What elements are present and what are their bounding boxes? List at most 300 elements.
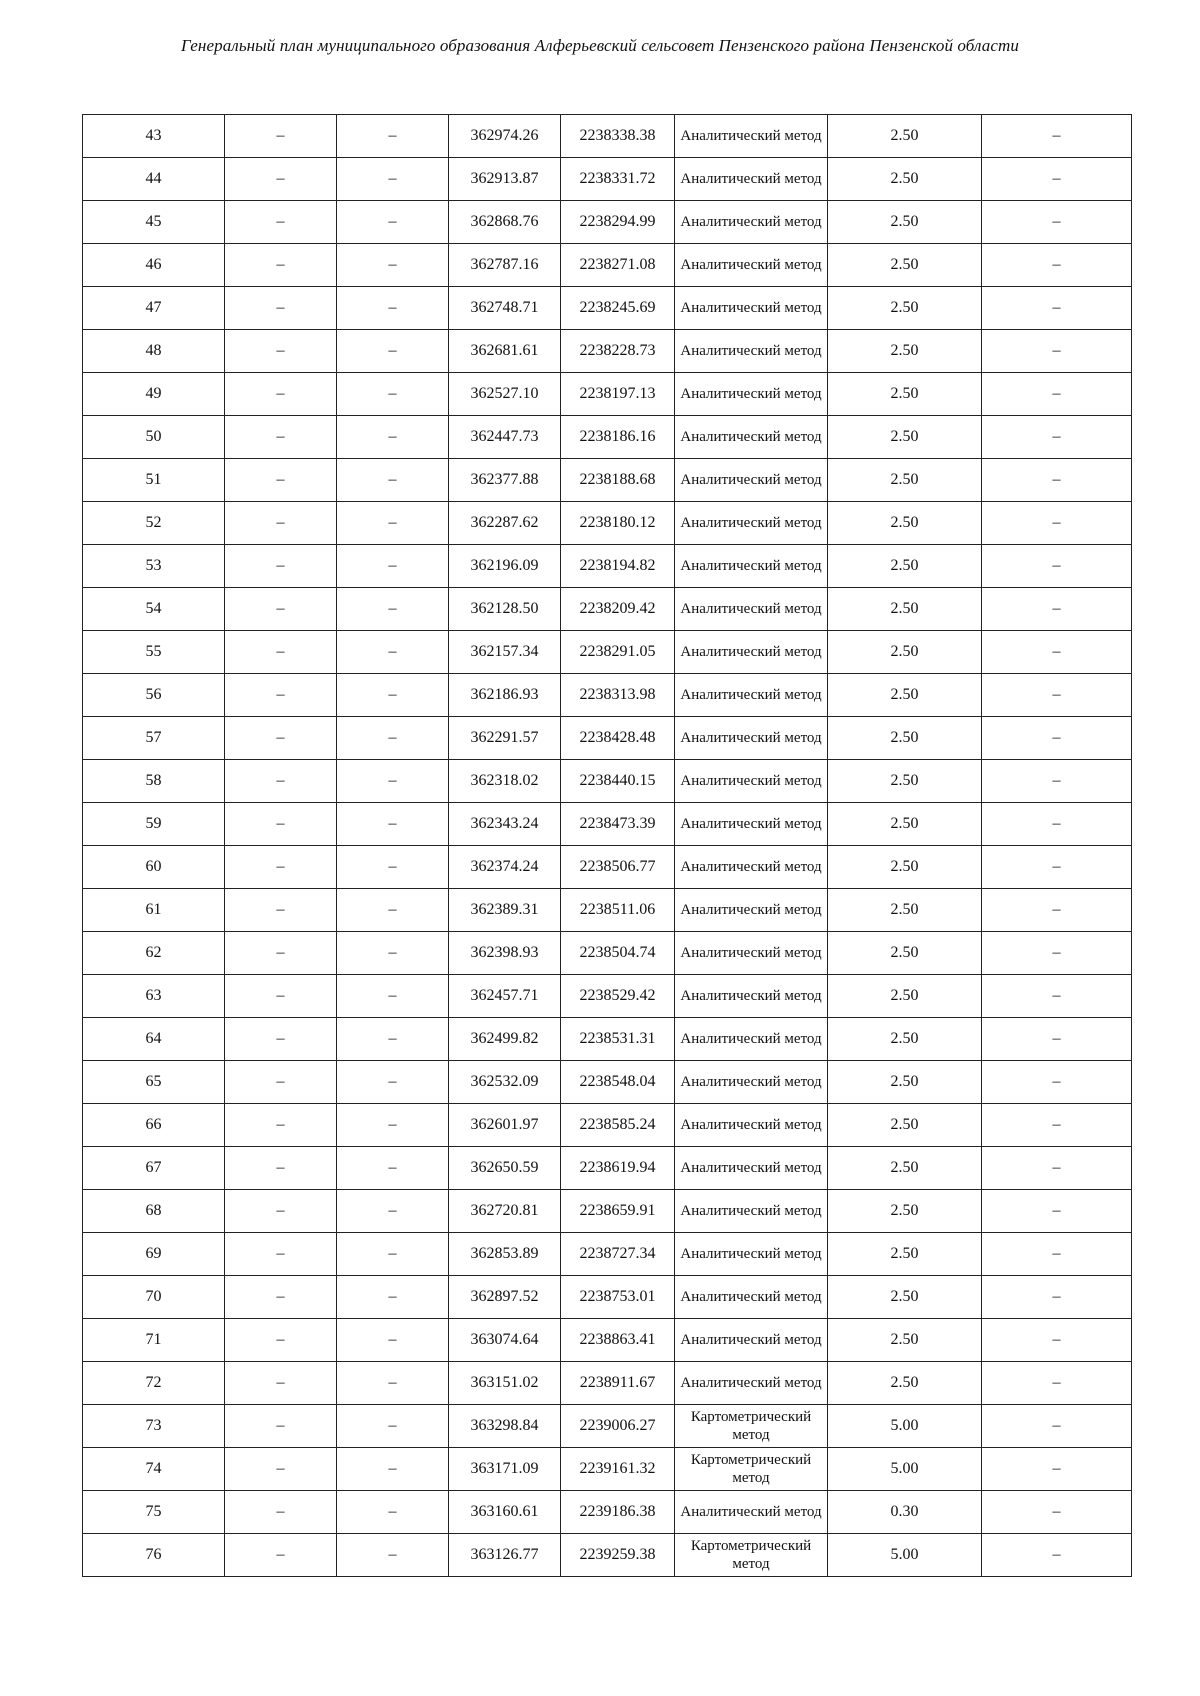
coordinate-x-cell: 362868.76 bbox=[449, 201, 561, 244]
coordinate-x-cell: 363298.84 bbox=[449, 1405, 561, 1448]
coordinate-y-cell: 2238753.01 bbox=[561, 1276, 675, 1319]
empty-value-cell: – bbox=[337, 545, 449, 588]
empty-value-cell: – bbox=[982, 1534, 1132, 1577]
empty-value-cell: – bbox=[982, 631, 1132, 674]
empty-value-cell: – bbox=[982, 459, 1132, 502]
accuracy-cell: 0.30 bbox=[828, 1491, 982, 1534]
method-cell: Аналитический метод bbox=[675, 115, 828, 158]
point-number-cell: 69 bbox=[83, 1233, 225, 1276]
table-row bbox=[83, 502, 1132, 545]
empty-value-cell: – bbox=[337, 373, 449, 416]
coordinate-x-cell: 362650.59 bbox=[449, 1147, 561, 1190]
empty-value-cell: – bbox=[982, 1104, 1132, 1147]
coordinate-x-cell: 362157.34 bbox=[449, 631, 561, 674]
coordinate-y-cell: 2238245.69 bbox=[561, 287, 675, 330]
empty-value-cell: – bbox=[337, 158, 449, 201]
empty-value-cell: – bbox=[337, 889, 449, 932]
coordinate-x-cell: 363151.02 bbox=[449, 1362, 561, 1405]
empty-value-cell: – bbox=[337, 674, 449, 717]
accuracy-cell: 2.50 bbox=[828, 373, 982, 416]
empty-value-cell: – bbox=[225, 1276, 337, 1319]
point-number-cell: 56 bbox=[83, 674, 225, 717]
table-row bbox=[83, 416, 1132, 459]
table-row bbox=[83, 846, 1132, 889]
coordinate-x-cell: 362897.52 bbox=[449, 1276, 561, 1319]
table-row bbox=[83, 889, 1132, 932]
coordinate-y-cell: 2238504.74 bbox=[561, 932, 675, 975]
table-row bbox=[83, 1190, 1132, 1233]
empty-value-cell: – bbox=[225, 1362, 337, 1405]
empty-value-cell: – bbox=[982, 416, 1132, 459]
empty-value-cell: – bbox=[225, 244, 337, 287]
accuracy-cell: 2.50 bbox=[828, 1061, 982, 1104]
coordinate-y-cell: 2239161.32 bbox=[561, 1448, 675, 1491]
accuracy-cell: 2.50 bbox=[828, 244, 982, 287]
coordinate-x-cell: 362389.31 bbox=[449, 889, 561, 932]
table-row bbox=[83, 1276, 1132, 1319]
empty-value-cell: – bbox=[225, 1319, 337, 1362]
method-cell: Аналитический метод bbox=[675, 459, 828, 502]
coordinate-y-cell: 2238186.16 bbox=[561, 416, 675, 459]
method-cell: Аналитический метод bbox=[675, 1190, 828, 1233]
empty-value-cell: – bbox=[982, 846, 1132, 889]
accuracy-cell: 2.50 bbox=[828, 674, 982, 717]
empty-value-cell: – bbox=[982, 287, 1132, 330]
accuracy-cell: 2.50 bbox=[828, 932, 982, 975]
empty-value-cell: – bbox=[225, 717, 337, 760]
point-number-cell: 46 bbox=[83, 244, 225, 287]
point-number-cell: 59 bbox=[83, 803, 225, 846]
coordinate-x-cell: 362398.93 bbox=[449, 932, 561, 975]
empty-value-cell: – bbox=[225, 1104, 337, 1147]
coordinate-y-cell: 2238548.04 bbox=[561, 1061, 675, 1104]
accuracy-cell: 2.50 bbox=[828, 1190, 982, 1233]
point-number-cell: 72 bbox=[83, 1362, 225, 1405]
empty-value-cell: – bbox=[337, 803, 449, 846]
accuracy-cell: 2.50 bbox=[828, 1233, 982, 1276]
accuracy-cell: 2.50 bbox=[828, 330, 982, 373]
empty-value-cell: – bbox=[982, 717, 1132, 760]
empty-value-cell: – bbox=[982, 889, 1132, 932]
coordinate-x-cell: 362447.73 bbox=[449, 416, 561, 459]
method-cell: Аналитический метод bbox=[675, 244, 828, 287]
empty-value-cell: – bbox=[982, 244, 1132, 287]
coordinate-y-cell: 2238338.38 bbox=[561, 115, 675, 158]
table-row bbox=[83, 115, 1132, 158]
method-cell: Аналитический метод bbox=[675, 846, 828, 889]
coordinate-x-cell: 363074.64 bbox=[449, 1319, 561, 1362]
point-number-cell: 70 bbox=[83, 1276, 225, 1319]
empty-value-cell: – bbox=[225, 975, 337, 1018]
empty-value-cell: – bbox=[982, 1319, 1132, 1362]
empty-value-cell: – bbox=[982, 803, 1132, 846]
empty-value-cell: – bbox=[225, 631, 337, 674]
empty-value-cell: – bbox=[982, 373, 1132, 416]
coordinate-x-cell: 362748.71 bbox=[449, 287, 561, 330]
coordinate-y-cell: 2238506.77 bbox=[561, 846, 675, 889]
empty-value-cell: – bbox=[225, 588, 337, 631]
table-row bbox=[83, 1061, 1132, 1104]
coordinate-y-cell: 2238180.12 bbox=[561, 502, 675, 545]
point-number-cell: 76 bbox=[83, 1534, 225, 1577]
accuracy-cell: 2.50 bbox=[828, 1362, 982, 1405]
empty-value-cell: – bbox=[225, 1061, 337, 1104]
empty-value-cell: – bbox=[337, 846, 449, 889]
method-cell: Аналитический метод bbox=[675, 588, 828, 631]
table-row bbox=[83, 588, 1132, 631]
accuracy-cell: 2.50 bbox=[828, 115, 982, 158]
coordinate-y-cell: 2238473.39 bbox=[561, 803, 675, 846]
method-cell: Аналитический метод bbox=[675, 201, 828, 244]
empty-value-cell: – bbox=[337, 1190, 449, 1233]
point-number-cell: 47 bbox=[83, 287, 225, 330]
empty-value-cell: – bbox=[225, 459, 337, 502]
point-number-cell: 52 bbox=[83, 502, 225, 545]
accuracy-cell: 2.50 bbox=[828, 1319, 982, 1362]
point-number-cell: 55 bbox=[83, 631, 225, 674]
table-row bbox=[83, 1233, 1132, 1276]
point-number-cell: 49 bbox=[83, 373, 225, 416]
point-number-cell: 61 bbox=[83, 889, 225, 932]
empty-value-cell: – bbox=[982, 1276, 1132, 1319]
empty-value-cell: – bbox=[225, 158, 337, 201]
empty-value-cell: – bbox=[337, 1534, 449, 1577]
empty-value-cell: – bbox=[337, 588, 449, 631]
empty-value-cell: – bbox=[982, 545, 1132, 588]
empty-value-cell: – bbox=[982, 1018, 1132, 1061]
point-number-cell: 75 bbox=[83, 1491, 225, 1534]
coordinate-x-cell: 362377.88 bbox=[449, 459, 561, 502]
coordinate-x-cell: 362913.87 bbox=[449, 158, 561, 201]
empty-value-cell: – bbox=[982, 330, 1132, 373]
coordinate-x-cell: 362787.16 bbox=[449, 244, 561, 287]
table-row bbox=[83, 1405, 1132, 1448]
coordinate-x-cell: 362128.50 bbox=[449, 588, 561, 631]
table-row bbox=[83, 330, 1132, 373]
empty-value-cell: – bbox=[337, 1362, 449, 1405]
table-row bbox=[83, 545, 1132, 588]
method-cell: Картометрический метод bbox=[675, 1534, 828, 1577]
coordinate-y-cell: 2239006.27 bbox=[561, 1405, 675, 1448]
coordinate-x-cell: 362720.81 bbox=[449, 1190, 561, 1233]
empty-value-cell: – bbox=[337, 287, 449, 330]
coordinate-y-cell: 2238440.15 bbox=[561, 760, 675, 803]
coordinate-x-cell: 362374.24 bbox=[449, 846, 561, 889]
coordinate-y-cell: 2238863.41 bbox=[561, 1319, 675, 1362]
empty-value-cell: – bbox=[337, 760, 449, 803]
accuracy-cell: 2.50 bbox=[828, 459, 982, 502]
accuracy-cell: 2.50 bbox=[828, 158, 982, 201]
accuracy-cell: 2.50 bbox=[828, 889, 982, 932]
empty-value-cell: – bbox=[982, 1147, 1132, 1190]
empty-value-cell: – bbox=[225, 846, 337, 889]
coordinate-x-cell: 362853.89 bbox=[449, 1233, 561, 1276]
coordinate-x-cell: 362457.71 bbox=[449, 975, 561, 1018]
table-row bbox=[83, 459, 1132, 502]
accuracy-cell: 2.50 bbox=[828, 588, 982, 631]
method-cell: Аналитический метод bbox=[675, 1233, 828, 1276]
coordinate-y-cell: 2239259.38 bbox=[561, 1534, 675, 1577]
empty-value-cell: – bbox=[225, 373, 337, 416]
table-row bbox=[83, 674, 1132, 717]
empty-value-cell: – bbox=[982, 1190, 1132, 1233]
accuracy-cell: 5.00 bbox=[828, 1534, 982, 1577]
empty-value-cell: – bbox=[982, 1061, 1132, 1104]
empty-value-cell: – bbox=[225, 1534, 337, 1577]
empty-value-cell: – bbox=[337, 330, 449, 373]
accuracy-cell: 2.50 bbox=[828, 1276, 982, 1319]
empty-value-cell: – bbox=[225, 1190, 337, 1233]
coordinate-x-cell: 363126.77 bbox=[449, 1534, 561, 1577]
point-number-cell: 57 bbox=[83, 717, 225, 760]
point-number-cell: 71 bbox=[83, 1319, 225, 1362]
point-number-cell: 60 bbox=[83, 846, 225, 889]
point-number-cell: 68 bbox=[83, 1190, 225, 1233]
accuracy-cell: 2.50 bbox=[828, 1147, 982, 1190]
point-number-cell: 63 bbox=[83, 975, 225, 1018]
coordinate-y-cell: 2238911.67 bbox=[561, 1362, 675, 1405]
empty-value-cell: – bbox=[225, 889, 337, 932]
point-number-cell: 43 bbox=[83, 115, 225, 158]
empty-value-cell: – bbox=[982, 502, 1132, 545]
method-cell: Аналитический метод bbox=[675, 1104, 828, 1147]
accuracy-cell: 2.50 bbox=[828, 1018, 982, 1061]
point-number-cell: 67 bbox=[83, 1147, 225, 1190]
empty-value-cell: – bbox=[337, 201, 449, 244]
point-number-cell: 74 bbox=[83, 1448, 225, 1491]
empty-value-cell: – bbox=[982, 201, 1132, 244]
table-row bbox=[83, 760, 1132, 803]
coordinate-x-cell: 363171.09 bbox=[449, 1448, 561, 1491]
coordinate-x-cell: 362196.09 bbox=[449, 545, 561, 588]
method-cell: Аналитический метод bbox=[675, 932, 828, 975]
coordinate-x-cell: 362601.97 bbox=[449, 1104, 561, 1147]
empty-value-cell: – bbox=[225, 1233, 337, 1276]
empty-value-cell: – bbox=[337, 416, 449, 459]
empty-value-cell: – bbox=[337, 975, 449, 1018]
empty-value-cell: – bbox=[225, 201, 337, 244]
empty-value-cell: – bbox=[337, 1319, 449, 1362]
method-cell: Аналитический метод bbox=[675, 330, 828, 373]
accuracy-cell: 2.50 bbox=[828, 287, 982, 330]
empty-value-cell: – bbox=[337, 1491, 449, 1534]
method-cell: Картометрический метод bbox=[675, 1405, 828, 1448]
coordinate-y-cell: 2238529.42 bbox=[561, 975, 675, 1018]
point-number-cell: 73 bbox=[83, 1405, 225, 1448]
table-row bbox=[83, 1147, 1132, 1190]
method-cell: Аналитический метод bbox=[675, 889, 828, 932]
accuracy-cell: 2.50 bbox=[828, 846, 982, 889]
table-row bbox=[83, 158, 1132, 201]
coordinate-y-cell: 2238291.05 bbox=[561, 631, 675, 674]
accuracy-cell: 2.50 bbox=[828, 717, 982, 760]
table-row bbox=[83, 373, 1132, 416]
empty-value-cell: – bbox=[982, 1448, 1132, 1491]
accuracy-cell: 5.00 bbox=[828, 1448, 982, 1491]
accuracy-cell: 2.50 bbox=[828, 975, 982, 1018]
empty-value-cell: – bbox=[337, 1448, 449, 1491]
method-cell: Аналитический метод bbox=[675, 416, 828, 459]
accuracy-cell: 2.50 bbox=[828, 545, 982, 588]
table-row bbox=[83, 244, 1132, 287]
coordinate-y-cell: 2238209.42 bbox=[561, 588, 675, 631]
table-row bbox=[83, 287, 1132, 330]
empty-value-cell: – bbox=[337, 1405, 449, 1448]
empty-value-cell: – bbox=[982, 588, 1132, 631]
coordinates-table-body bbox=[83, 115, 1132, 1577]
method-cell: Аналитический метод bbox=[675, 1018, 828, 1061]
empty-value-cell: – bbox=[225, 1147, 337, 1190]
table-row bbox=[83, 803, 1132, 846]
empty-value-cell: – bbox=[337, 115, 449, 158]
accuracy-cell: 2.50 bbox=[828, 803, 982, 846]
table-row bbox=[83, 1104, 1132, 1147]
accuracy-cell: 2.50 bbox=[828, 631, 982, 674]
method-cell: Аналитический метод bbox=[675, 1276, 828, 1319]
coordinate-x-cell: 362974.26 bbox=[449, 115, 561, 158]
accuracy-cell: 5.00 bbox=[828, 1405, 982, 1448]
empty-value-cell: – bbox=[982, 932, 1132, 975]
empty-value-cell: – bbox=[225, 803, 337, 846]
empty-value-cell: – bbox=[982, 158, 1132, 201]
coordinate-y-cell: 2238531.31 bbox=[561, 1018, 675, 1061]
empty-value-cell: – bbox=[225, 416, 337, 459]
point-number-cell: 48 bbox=[83, 330, 225, 373]
coordinate-x-cell: 362287.62 bbox=[449, 502, 561, 545]
empty-value-cell: – bbox=[225, 1491, 337, 1534]
method-cell: Аналитический метод bbox=[675, 1319, 828, 1362]
coordinate-y-cell: 2238428.48 bbox=[561, 717, 675, 760]
table-row bbox=[83, 1319, 1132, 1362]
coordinate-x-cell: 362499.82 bbox=[449, 1018, 561, 1061]
empty-value-cell: – bbox=[982, 1405, 1132, 1448]
method-cell: Аналитический метод bbox=[675, 502, 828, 545]
coordinate-x-cell: 362318.02 bbox=[449, 760, 561, 803]
method-cell: Аналитический метод bbox=[675, 1362, 828, 1405]
table-row bbox=[83, 975, 1132, 1018]
empty-value-cell: – bbox=[337, 1061, 449, 1104]
coordinate-y-cell: 2239186.38 bbox=[561, 1491, 675, 1534]
table-row bbox=[83, 631, 1132, 674]
point-number-cell: 65 bbox=[83, 1061, 225, 1104]
empty-value-cell: – bbox=[225, 115, 337, 158]
coordinate-y-cell: 2238188.68 bbox=[561, 459, 675, 502]
method-cell: Аналитический метод bbox=[675, 545, 828, 588]
empty-value-cell: – bbox=[982, 1491, 1132, 1534]
point-number-cell: 45 bbox=[83, 201, 225, 244]
empty-value-cell: – bbox=[225, 330, 337, 373]
table-row bbox=[83, 1018, 1132, 1061]
coordinate-y-cell: 2238313.98 bbox=[561, 674, 675, 717]
empty-value-cell: – bbox=[337, 244, 449, 287]
empty-value-cell: – bbox=[982, 674, 1132, 717]
empty-value-cell: – bbox=[337, 502, 449, 545]
accuracy-cell: 2.50 bbox=[828, 1104, 982, 1147]
method-cell: Аналитический метод bbox=[675, 631, 828, 674]
coordinate-x-cell: 362532.09 bbox=[449, 1061, 561, 1104]
accuracy-cell: 2.50 bbox=[828, 416, 982, 459]
coordinate-x-cell: 362681.61 bbox=[449, 330, 561, 373]
coordinate-y-cell: 2238619.94 bbox=[561, 1147, 675, 1190]
coordinate-y-cell: 2238271.08 bbox=[561, 244, 675, 287]
empty-value-cell: – bbox=[337, 1233, 449, 1276]
coordinates-table bbox=[82, 114, 1132, 1577]
table-row bbox=[83, 717, 1132, 760]
method-cell: Аналитический метод bbox=[675, 287, 828, 330]
coordinate-y-cell: 2238294.99 bbox=[561, 201, 675, 244]
empty-value-cell: – bbox=[337, 717, 449, 760]
empty-value-cell: – bbox=[337, 459, 449, 502]
coordinate-x-cell: 362343.24 bbox=[449, 803, 561, 846]
method-cell: Аналитический метод bbox=[675, 717, 828, 760]
table-row bbox=[83, 201, 1132, 244]
empty-value-cell: – bbox=[225, 760, 337, 803]
empty-value-cell: – bbox=[337, 1276, 449, 1319]
coordinate-y-cell: 2238659.91 bbox=[561, 1190, 675, 1233]
coordinate-y-cell: 2238194.82 bbox=[561, 545, 675, 588]
empty-value-cell: – bbox=[337, 1018, 449, 1061]
coordinate-y-cell: 2238197.13 bbox=[561, 373, 675, 416]
empty-value-cell: – bbox=[982, 975, 1132, 1018]
coordinate-y-cell: 2238228.73 bbox=[561, 330, 675, 373]
point-number-cell: 66 bbox=[83, 1104, 225, 1147]
coordinate-x-cell: 362291.57 bbox=[449, 717, 561, 760]
empty-value-cell: – bbox=[982, 1362, 1132, 1405]
empty-value-cell: – bbox=[225, 545, 337, 588]
point-number-cell: 44 bbox=[83, 158, 225, 201]
coordinate-x-cell: 363160.61 bbox=[449, 1491, 561, 1534]
point-number-cell: 54 bbox=[83, 588, 225, 631]
empty-value-cell: – bbox=[225, 1405, 337, 1448]
accuracy-cell: 2.50 bbox=[828, 201, 982, 244]
empty-value-cell: – bbox=[225, 1018, 337, 1061]
empty-value-cell: – bbox=[982, 760, 1132, 803]
table-row bbox=[83, 932, 1132, 975]
empty-value-cell: – bbox=[982, 1233, 1132, 1276]
empty-value-cell: – bbox=[337, 631, 449, 674]
empty-value-cell: – bbox=[225, 287, 337, 330]
page-header-title: Генеральный план муниципального образования Алферьевский сельсовет Пензенского района Пензенской области bbox=[181, 36, 1019, 55]
empty-value-cell: – bbox=[225, 932, 337, 975]
coordinate-x-cell: 362527.10 bbox=[449, 373, 561, 416]
coordinate-x-cell: 362186.93 bbox=[449, 674, 561, 717]
empty-value-cell: – bbox=[982, 115, 1132, 158]
point-number-cell: 50 bbox=[83, 416, 225, 459]
table-row bbox=[83, 1362, 1132, 1405]
accuracy-cell: 2.50 bbox=[828, 502, 982, 545]
empty-value-cell: – bbox=[337, 1147, 449, 1190]
method-cell: Аналитический метод bbox=[675, 158, 828, 201]
method-cell: Аналитический метод bbox=[675, 803, 828, 846]
method-cell: Аналитический метод bbox=[675, 760, 828, 803]
empty-value-cell: – bbox=[337, 1104, 449, 1147]
method-cell: Аналитический метод bbox=[675, 1491, 828, 1534]
empty-value-cell: – bbox=[337, 932, 449, 975]
point-number-cell: 64 bbox=[83, 1018, 225, 1061]
coordinate-y-cell: 2238511.06 bbox=[561, 889, 675, 932]
empty-value-cell: – bbox=[225, 1448, 337, 1491]
method-cell: Аналитический метод bbox=[675, 975, 828, 1018]
method-cell: Аналитический метод bbox=[675, 1061, 828, 1104]
point-number-cell: 51 bbox=[83, 459, 225, 502]
table-row bbox=[83, 1534, 1132, 1577]
empty-value-cell: – bbox=[225, 674, 337, 717]
table-row bbox=[83, 1491, 1132, 1534]
method-cell: Аналитический метод bbox=[675, 1147, 828, 1190]
accuracy-cell: 2.50 bbox=[828, 760, 982, 803]
empty-value-cell: – bbox=[225, 502, 337, 545]
point-number-cell: 58 bbox=[83, 760, 225, 803]
